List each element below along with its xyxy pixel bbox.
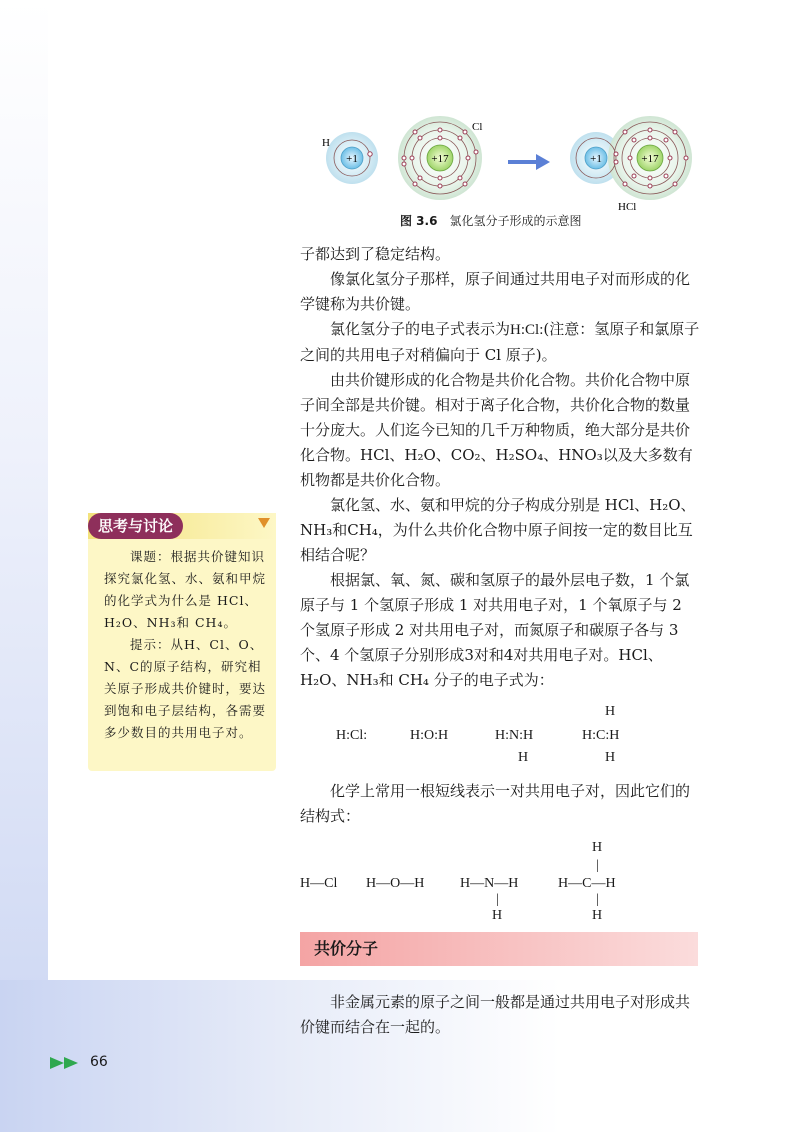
discussion-hint: 提示：从H、Cl、O、N、C的原子结构，研究相关原子形成共价键时，要达到饱和电子层结构，各需要多少数目的共用电子对。	[104, 637, 267, 740]
discussion-task: 课题：根据共价键知识探究氯化氢、水、氨和甲烷的化学式为什么是 HCl、H₂O、NH₃和 CH₄。	[104, 549, 267, 630]
section-title: 共价分子	[314, 939, 379, 958]
paragraph: 氯化氢分子的电子式表示为H:Cl:(注意：氢原子和氯原子之间的共用电子对稍偏向于 Cl 原子)。	[300, 320, 700, 364]
ch4-bottom-h: H	[605, 750, 616, 765]
nh3-structural: H—N—H	[460, 876, 519, 891]
ch4-top-h: H	[605, 704, 616, 719]
paragraph: 非金属元素的原子之间一般都是通过共用电子对形成共价键而结合在一起的。	[300, 993, 691, 1036]
ch4-electron-formula: H:C:H	[582, 728, 620, 743]
section-text	[300, 990, 700, 1040]
paragraph: 子都达到了稳定结构。	[300, 245, 451, 263]
inline-electron-formula: H:Cl:	[510, 322, 544, 338]
ch4-bond-down: |	[596, 892, 599, 907]
cl-nucleus-label: +17	[431, 153, 449, 165]
cl-label: Cl	[472, 121, 483, 133]
electron-formula-row	[300, 693, 700, 779]
section-header	[300, 932, 698, 966]
h-nucleus-label: +1	[346, 153, 358, 165]
hcl-label: HCl	[618, 201, 637, 213]
nh3-bottom-h: H	[518, 750, 529, 765]
h2o-structural: H—O—H	[366, 876, 425, 891]
page-number: 66	[90, 1054, 108, 1070]
nh3-bottom-h: H	[492, 908, 503, 923]
page-arrows-icon	[50, 1057, 84, 1069]
discussion-text	[104, 546, 266, 744]
hcl-electron-formula: H:Cl:	[336, 728, 368, 743]
hcl-structural: H—Cl	[300, 876, 338, 891]
paragraph: 化学上常用一根短线表示一对共用电子对，因此它们的结构式：	[300, 782, 691, 825]
reaction-arrow	[508, 154, 550, 170]
svg-text:+1: +1	[590, 153, 602, 165]
triangle-down-icon	[258, 518, 270, 528]
ch4-bottom-h: H	[592, 908, 603, 923]
nh3-electron-formula: H:N:H	[495, 728, 534, 743]
figure-label: 图 3.6	[400, 214, 438, 228]
h2o-electron-formula: H:O:H	[410, 728, 449, 743]
figure-caption	[400, 212, 581, 229]
h-label: H	[322, 137, 330, 149]
ch4-structural: H—C—H	[558, 876, 616, 891]
ch4-bond-up: |	[596, 858, 599, 873]
paragraph: 由共价键形成的化合物是共价化合物。共价化合物中原子间全部是共价键。相对于离子化合物，共价化合物的数量十分庞大。人们迄今已知的几千万种物质，绝大部分是共价化合物。HCl、H₂O、CO₂、H₂SO₄、HNO₃以及大多数有机物都是共价化合物。	[300, 371, 693, 489]
figure-caption-text: 氯化氢分子形成的示意图	[449, 214, 582, 228]
paragraph: 氯化氢、水、氨和甲烷的分子构成分别是 HCl、H₂O、NH₃和CH₄，为什么共价化合物中原子间按一定的数目比互相结合呢？	[300, 496, 696, 564]
ch4-top-h: H	[592, 840, 603, 855]
paragraph: 像氯化氢分子那样，原子间通过共用电子对而形成的化学键称为共价键。	[300, 270, 691, 313]
discussion-title: 思考与讨论	[88, 513, 183, 539]
paragraph: 根据氯、氧、氮、碳和氢原子的最外层电子数，1 个氯原子与 1 个氢原子形成 1 对共用电子对，1 个氧原子与 2 个氢原子形成 2 对共用电子对，而氮原子和碳原子各与 3 个、4 个氢原子分别形成3对和4对共用电子对。HCl、H₂O、NH₃和 CH₄ 分子的电子式为：	[300, 571, 690, 689]
structural-formula-row	[300, 829, 700, 925]
svg-text:+17: +17	[641, 153, 659, 165]
page-margin-gradient	[0, 0, 48, 1132]
main-text	[300, 242, 700, 925]
nh3-bond-down: |	[496, 892, 499, 907]
